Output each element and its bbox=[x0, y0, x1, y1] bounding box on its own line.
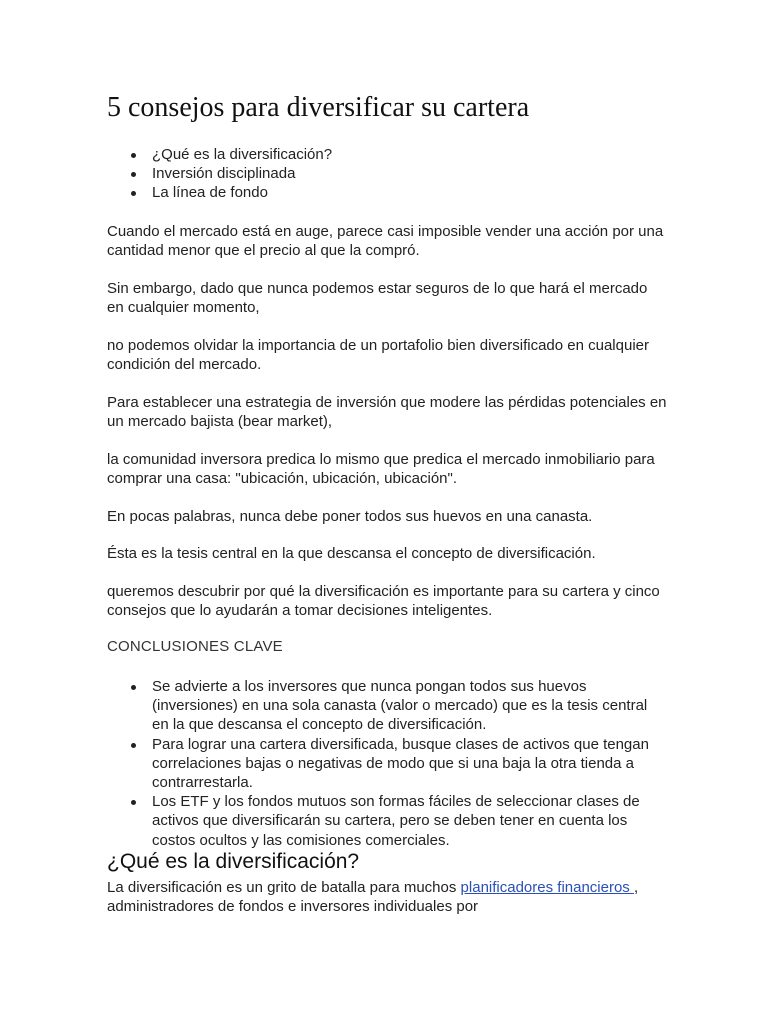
key-takeaways-heading: CONCLUSIONES CLAVE bbox=[107, 638, 283, 655]
section-heading: ¿Qué es la diversificación? bbox=[107, 850, 360, 873]
paragraph-text-start: La diversificación es un grito de batalla para muchos bbox=[107, 879, 461, 896]
paragraph: Para establecer una estrategia de inversión que modere las pérdidas potenciales en un mercado bajista (bear market), bbox=[107, 394, 667, 431]
key-takeaway-item: Se advierte a los inversores que nunca pongan todos sus huevos (inversiones) en una sola canasta (valor o mercado) que es la tesis central en la que descansa el concepto de diversificación. bbox=[107, 677, 667, 735]
toc-item: La línea de fondo bbox=[107, 183, 667, 202]
paragraph: En pocas palabras, nunca debe poner todos sus huevos en una canasta. bbox=[107, 508, 593, 525]
key-takeaway-item: Los ETF y los fondos mutuos son formas fáciles de seleccionar clases de activos que diversificarán su cartera, pero se deben tener en cuenta los costos ocultos y las comisiones comerciales. bbox=[107, 792, 667, 850]
paragraph: la comunidad inversora predica lo mismo que predica el mercado inmobiliario para comprar una casa: "ubicación, ubicación, ubicación". bbox=[107, 451, 655, 488]
page-title: 5 consejos para diversificar su cartera bbox=[107, 92, 530, 123]
table-of-contents bbox=[107, 145, 667, 203]
paragraph: Ésta es la tesis central en la que descansa el concepto de diversificación. bbox=[107, 545, 596, 562]
paragraph-with-link bbox=[107, 878, 667, 916]
toc-item: Inversión disciplinada bbox=[107, 164, 667, 183]
financial-planners-link[interactable]: planificadores financieros bbox=[460, 879, 634, 896]
toc-item: ¿Qué es la diversificación? bbox=[107, 145, 667, 164]
paragraph: Cuando el mercado está en auge, parece casi imposible vender una acción por una cantidad menor que el precio al que la compró. bbox=[107, 223, 664, 260]
key-takeaway-item: Para lograr una cartera diversificada, busque clases de activos que tengan correlaciones bajas o negativas de modo que si una baja la otra tienda a contrarrestarla. bbox=[107, 735, 667, 793]
paragraph: queremos descubrir por qué la diversificación es importante para su cartera y cinco consejos que lo ayudarán a tomar decisiones inteligentes. bbox=[107, 583, 660, 620]
key-takeaways-list bbox=[107, 677, 667, 850]
paragraph: no podemos olvidar la importancia de un portafolio bien diversificado en cualquier condición del mercado. bbox=[107, 337, 649, 374]
paragraph: Sin embargo, dado que nunca podemos estar seguros de lo que hará el mercado en cualquier momento, bbox=[107, 280, 648, 317]
paragraph-text-end: , administradores de fondos e inversores individuales por bbox=[107, 879, 639, 916]
